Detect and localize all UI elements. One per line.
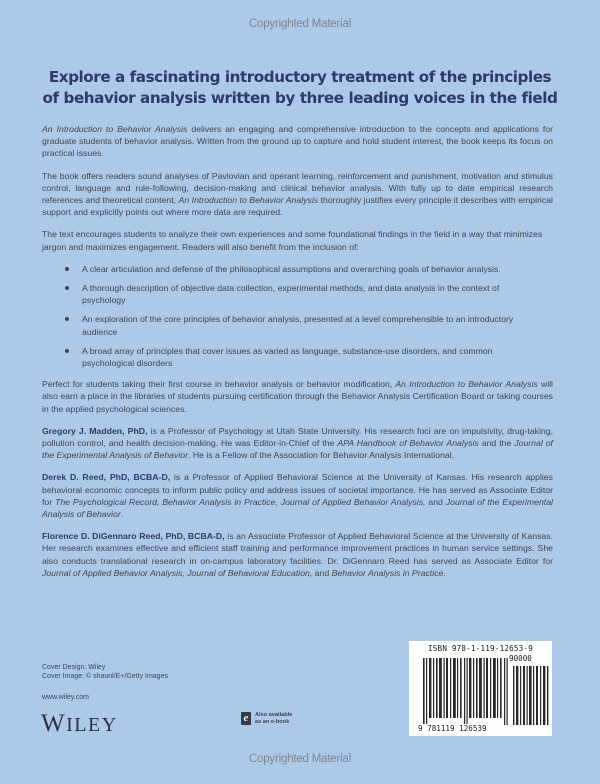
copyright-watermark-bottom: Copyrighted Material xyxy=(248,753,352,765)
isbn-barcode xyxy=(409,641,552,736)
intro-paragraph-3: The text encourages students to analyze their own experiences and some foundational findings in the field in a way that minimizes jargon and maximizes engagement. Readers will also benefit from the inclusion of: xyxy=(42,229,543,252)
feature-list-item: A clear articulation and defense of the philosophical assumptions and overarching goals of behavior analysis. xyxy=(82,263,553,275)
barcode-bars-icon xyxy=(423,658,508,725)
cover-credits xyxy=(42,663,168,681)
price-code: 90000 xyxy=(509,654,532,663)
author-bio-madden: Gregory J. Madden, PhD, is a Professor of Psychology at Utah State University. His research foci are on impulsivity, drug-taking, pollution control, and health decision-making. He was Editor-in-Chief of the APA Handbook of Behavior Analysis and the Journal of the Experimental Analysis of Behavior. He is a Fellow of the Association for Behavior Analysis International. xyxy=(42,425,553,461)
author-name: Florence D. DiGennaro Reed, PhD, BCBA-D, xyxy=(42,531,225,542)
addon-barcode-bars-icon xyxy=(513,666,549,725)
intro-paragraph-1: An Introduction to Behavior Analysis delivers an engaging and comprehensive introduction to the concepts and applications for graduate students of behavior analysis. Written from the ground up to capture and hold student interest, the book keeps its focus on practical issues. xyxy=(42,124,553,159)
intro-paragraph-2: The book offers readers sound analyses of Pavlovian and operant learning, reinforcement and punishment, motivation and stimulus control, language and rule-following, decision-making and clinical behavior analysis. With fully up to date empirical research references and theoretical content, An Introduction to Behavior Analysis thoroughly justifies every principle it describes with empirical support and explicitly points out where more data are required. xyxy=(42,170,553,218)
headline-line-1: Explore a fascinating introductory treatment of the principles xyxy=(48,68,552,86)
author-name: Derek D. Reed, PhD, BCBA-D, xyxy=(42,472,171,483)
feature-list xyxy=(42,263,553,369)
feature-list-item: A thorough description of objective data collection, experimental methods, and data analysis in the context of psychology xyxy=(82,282,553,306)
publisher-website: www.wiley.com xyxy=(42,694,89,701)
ean-number: 9 781119 126539 xyxy=(418,724,487,733)
book-title: An Introduction to Behavior Analysis xyxy=(42,124,188,134)
back-cover-body xyxy=(42,123,553,589)
copyright-watermark-top: Copyrighted Material xyxy=(248,18,352,30)
headline-line-2: of behavior analysis written by three leading voices in the field xyxy=(42,89,558,107)
book-title: An Introduction to Behavior Analysis xyxy=(395,379,538,390)
ebook-availability: e Also available as an e-book xyxy=(241,712,292,725)
feature-list-item: An exploration of the core principles of behavior analysis, presented at a level comprehensible to an introductory audience xyxy=(82,313,553,337)
author-bio-digennaro-reed: Florence D. DiGennaro Reed, PhD, BCBA-D, is an Associate Professor of Applied Behavioral Science at the University of Kansas. Her research examines effective and efficient staff training and performance improvement practices in human service settings. She also conducts translational research in on-campus laboratory facilities. Dr. DiGennaro Reed has served as Associate Editor for Journal of Applied Behavior Analysis, Journal of Behavioral Education, and Behavior Analysis in Practice. xyxy=(42,531,553,578)
ebook-icon: e xyxy=(241,712,251,725)
wiley-logo: WILEY xyxy=(41,710,118,737)
book-title: An Introduction to Behavior Analysis xyxy=(178,195,319,206)
author-name: Gregory J. Madden, PhD, xyxy=(42,425,148,436)
isbn-number: ISBN 978-1-119-12653-9 xyxy=(428,644,533,653)
author-bio-reed: Derek D. Reed, PhD, BCBA-D, is a Professor of Applied Behavioral Science at the University of Kansas. His research applies behavioral economic concepts to inform public policy and address issues of societal importance. He has served as Associate Editor for The Psychological Record, Behavior Analysis in Practice, Journal of Applied Behavior Analysis, and Journal of the Experimental Analysis of Behavior. xyxy=(42,472,553,520)
feature-list-item: A broad array of principles that cover issues as varied as language, substance-use disorders, and common psychological disorders xyxy=(82,345,553,369)
cover-design-credit: Cover Design: Wiley xyxy=(42,664,106,671)
cover-image-credit: Cover Image: © shaunl/E+/Getty Images xyxy=(42,673,168,680)
closing-paragraph: Perfect for students taking their first course in behavior analysis or behavior modification, An Introduction to Behavior Analysis will also earn a place in the libraries of students pursuing certification through the Behavior Analysis Certification Board or taking courses in the applied psychological sciences. xyxy=(42,379,553,414)
headline xyxy=(30,67,570,109)
